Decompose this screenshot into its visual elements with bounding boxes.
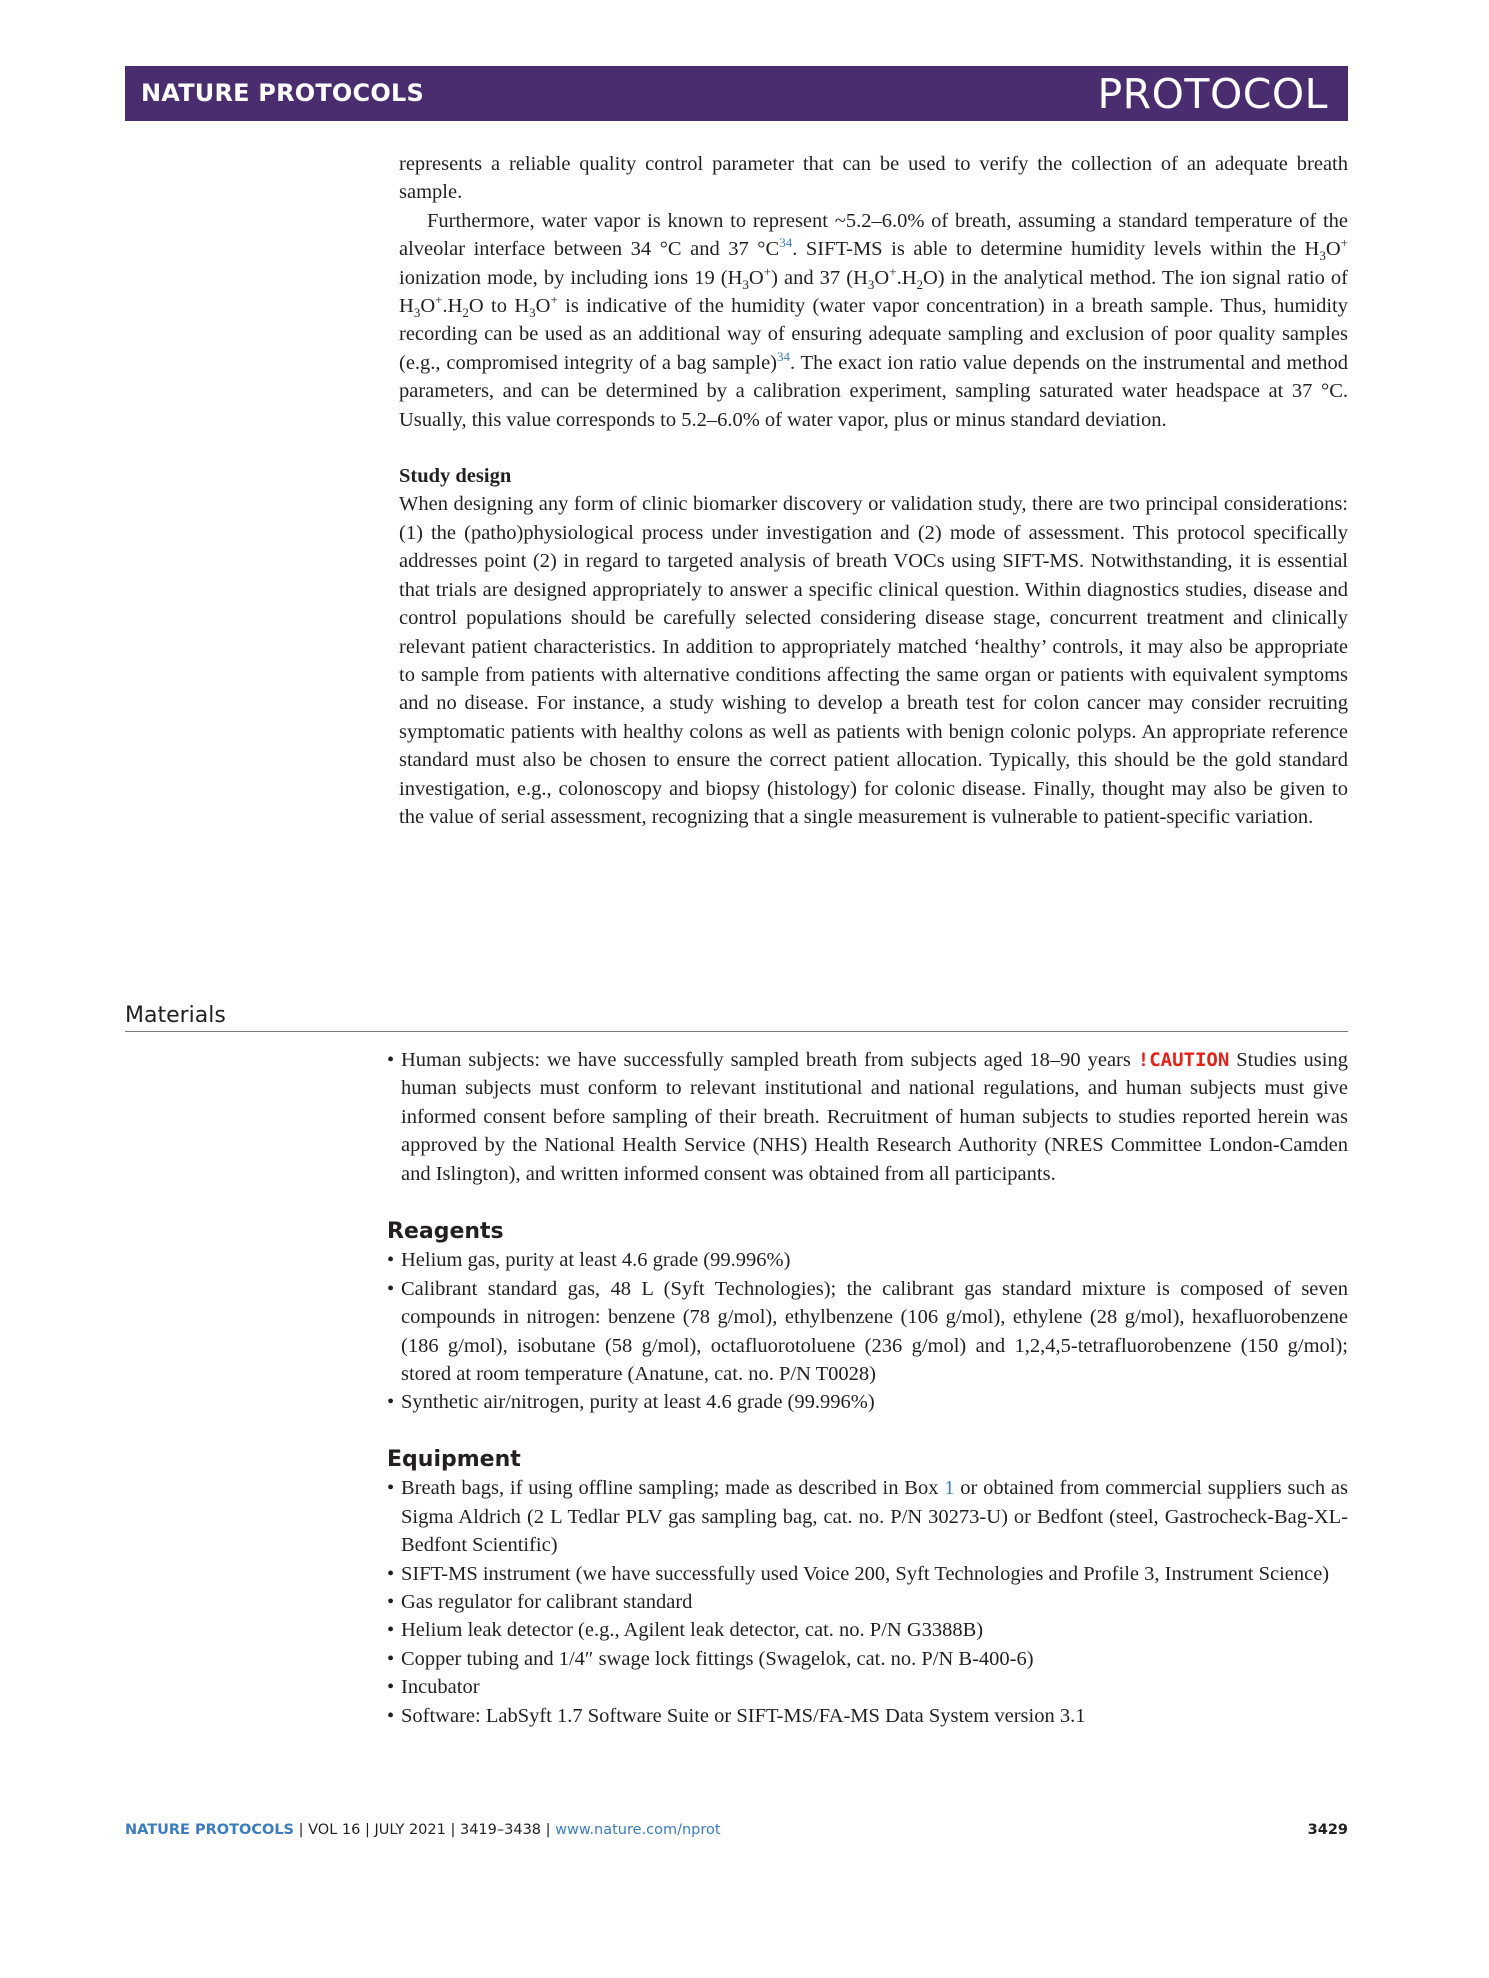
list-item: • Helium leak detector (e.g., Agilent leak detector, cat. no. P/N G3388B)	[387, 1616, 1348, 1644]
reagents-list	[387, 1246, 1348, 1416]
paragraph-water-vapor: Furthermore, water vapor is known to represent ~5.2–6.0% of breath, assuming a standard temperature of the alveolar interface between 34 °C and 37 °C$^{34}$. SIFT-MS is able to determine humidity levels within the $H_3O^+$ ionization mode, by including ions 19 $(H_3O^+)$ and 37 $(H_3O^+.H_2O)$ in the analytical method. The ion signal ratio of $H_3O^+.H_2O$ to $H_3O^+$ is indicative of the humidity (water vapor concentration) in a breath sample. Thus, humidity recording can be used as an additional way of ensuring adequate sampling and exclusion of poor quality samples (e.g., compromised integrity of a bag sample)$^{34}$. The exact ion ratio value depends on the instrumental and method parameters, and can be determined by a calibration experiment, sampling saturated water headspace at 37 °C. Usually, this value corresponds to 5.2–6.0% of water vapor, plus or minus standard deviation.	[399, 209, 1349, 431]
footer-issue: JULY 2021	[374, 1822, 446, 1838]
box-1-link[interactable]: 1	[944, 1477, 955, 1500]
materials-section-label: Materials	[125, 1003, 226, 1028]
list-item: • Gas regulator for calibrant standard	[387, 1588, 1348, 1616]
study-design-paragraph: When designing any form of clinic biomarker discovery or validation study, there are two principal considerations: (1) the (patho)physiological process under investigation and (2) mode of assessment. This protocol specifically addresses point (2) in regard to targeted analysis of breath VOCs using SIFT-MS. Notwithstanding, it is essential that trials are designed appropriately to answer a specific clinical question. Within diagnostics studies, disease and control populations should be carefully selected considering disease stage, concurrent treatment and clinically relevant patient characteristics. In addition to appropriately matched ‘healthy’ controls, it may also be appropriate to sample from patients with alternative conditions affecting the same organ or patients with equivalent symptoms and no disease. For instance, a study wishing to develop a breath test for colon cancer may consider recruiting symptomatic patients with healthy colons as well as patients with benign colonic polyps. An appropriate reference standard must also be chosen to ensure the correct patient allocation. Typically, this should be the gold standard investigation, e.g., colonoscopy and biopsy (histology) for colonic disease. Finally, thought may also be given to the value of serial assessment, recognizing that a single measurement is vulnerable to patient-specific variation.	[399, 493, 1348, 828]
study-design-heading: Study design	[399, 465, 512, 488]
citation-34[interactable]: 34	[777, 349, 791, 365]
footer-url-link[interactable]: www.nature.com/nprot	[555, 1822, 721, 1838]
header-bar	[125, 66, 1348, 121]
materials-body	[387, 1046, 1348, 1730]
list-item: • Copper tubing and 1/4″ swage lock fittings (Swagelok, cat. no. P/N B-400-6)	[387, 1645, 1348, 1673]
page-number: 3429	[1307, 1822, 1348, 1838]
footer-pages: 3419–3438	[459, 1822, 542, 1838]
body-text-upper	[399, 150, 1348, 831]
list-item: • Synthetic air/nitrogen, purity at least 4.6 grade (99.996%)	[387, 1388, 1348, 1416]
list-item: • Incubator	[387, 1673, 1348, 1701]
article-type: PROTOCOL	[1097, 70, 1328, 118]
section-divider	[125, 1031, 1348, 1032]
list-item: • Breath bags, if using offline sampling; made as described in Box 1 or obtained from commercial suppliers such as Sigma Aldrich (2 L Tedlar PLV gas sampling bag, cat. no. P/N 30273-U) or Bedfont (steel, Gastrocheck-Bag-XL-Bedfont Scientific)	[387, 1474, 1348, 1559]
equipment-heading: Equipment	[387, 1446, 521, 1472]
list-item: • SIFT-MS instrument (we have successfully used Voice 200, Syft Technologies and Profile 3, Instrument Science)	[387, 1560, 1348, 1588]
footer-journal: NATURE PROTOCOLS	[125, 1822, 295, 1838]
reagents-heading: Reagents	[387, 1219, 504, 1245]
citation-34[interactable]: 34	[779, 235, 793, 251]
footer-volume: VOL 16	[308, 1822, 361, 1838]
list-item: • Human subjects: we have successfully sampled breath from subjects aged 18–90 years !CAUTION Studies using human subjects must conform to relevant institutional and national regulations, and human subjects must give informed consent before sampling of their breath. Recruitment of human subjects to studies reported herein was approved by the National Health Service (NHS) Health Research Authority (NRES Committee London-Camden and Islington), and written informed consent was obtained from all participants.	[387, 1046, 1348, 1188]
human-subjects-list	[387, 1046, 1348, 1188]
list-item: • Software: LabSyft 1.7 Software Suite or SIFT-MS/FA-MS Data System version 3.1	[387, 1702, 1348, 1730]
list-item: • Helium gas, purity at least 4.6 grade (99.996%)	[387, 1246, 1348, 1274]
equipment-list	[387, 1474, 1348, 1730]
paragraph-quality-control: represents a reliable quality control parameter that can be used to verify the collection of an adequate breath sample.	[399, 153, 1348, 204]
page-footer: NATURE PROTOCOLS | VOL 16 | JULY 2021 | 3419–3438 | www.nature.com/nprot 3429	[125, 1822, 1348, 1838]
journal-name: NATURE PROTOCOLS	[141, 79, 424, 107]
caution-label: !CAUTION	[1137, 1049, 1230, 1071]
list-item: • Calibrant standard gas, 48 L (Syft Technologies); the calibrant gas standard mixture is composed of seven compounds in nitrogen: benzene (78 g/mol), ethylbenzene (106 g/mol), ethylene (28 g/mol), hexafluorobenzene (186 g/mol), isobutane (58 g/mol), octafluorotoluene (236 g/mol) and 1,2,4,5-tetrafluorobenzene (150 g/mol); stored at room temperature (Anatune, cat. no. P/N T0028)	[387, 1275, 1348, 1389]
